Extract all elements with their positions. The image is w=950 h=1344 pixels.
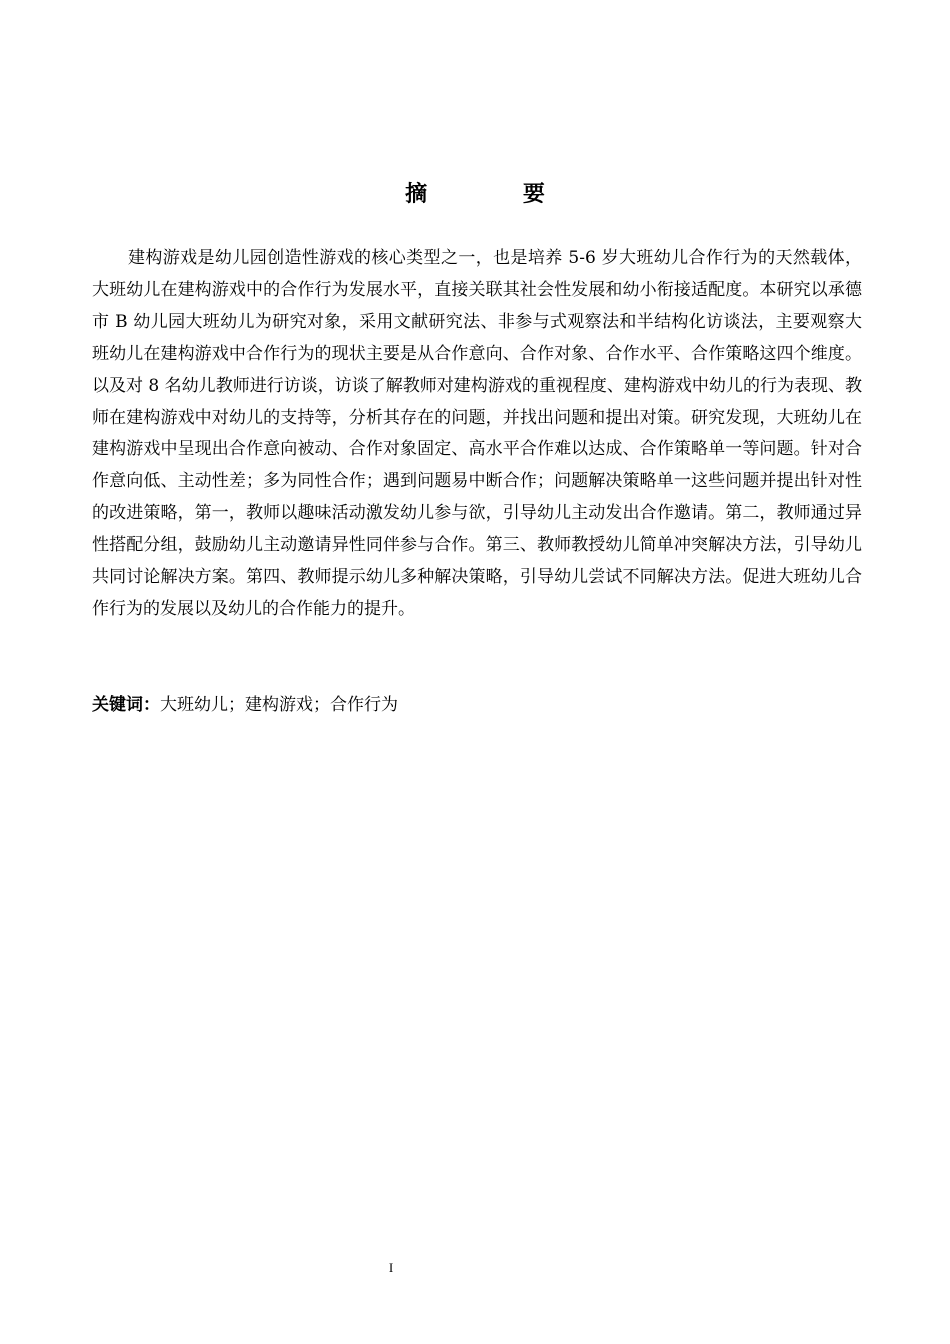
keywords-text: 大班幼儿；建构游戏；合作行为 (160, 695, 398, 715)
keywords-label: 关键词： (92, 695, 160, 715)
abstract-body: 建构游戏是幼儿园创造性游戏的核心类型之一，也是培养 5-6 岁大班幼儿合作行为的天然载体，大班幼儿在建构游戏中的合作行为发展水平，直接关联其社会性发展和幼小衔接适配度。本研究以承德市 B 幼儿园大班幼儿为研究对象，采用文献研究法、非参与式观察法和半结构化访谈法，主要观察大班幼儿在建构游戏中合作行为的现状主要是从合作意向、合作对象、合作水平、合作策略这四个维度。以及对 8 名幼儿教师进行访谈，访谈了解教师对建构游戏的重视程度、建构游戏中幼儿的行为表现、教师在建构游戏中对幼儿的支持等，分析其存在的问题，并找出问题和提出对策。研究发现，大班幼儿在建构游戏中呈现出合作意向被动、合作对象固定、高水平合作难以达成、合作策略单一等问题。针对合作意向低、主动性差；多为同性合作；遇到问题易中断合作；问题解决策略单一这些问题并提出针对性的改进策略，第一，教师以趣味活动激发幼儿参与欲，引导幼儿主动发出合作邀请。第二，教师通过异性搭配分组，鼓励幼儿主动邀请异性同伴参与合作。第三、教师教授幼儿简单冲突解决方法，引导幼儿共同讨论解决方案。第四、教师提示幼儿多种解决策略，引导幼儿尝试不同解决方法。促进大班幼儿合作行为的发展以及幼儿的合作能力的提升。 (92, 248, 862, 619)
page-number: I (388, 1260, 394, 1275)
abstract-title: 摘 要 (405, 182, 589, 207)
keywords-line (92, 691, 862, 719)
